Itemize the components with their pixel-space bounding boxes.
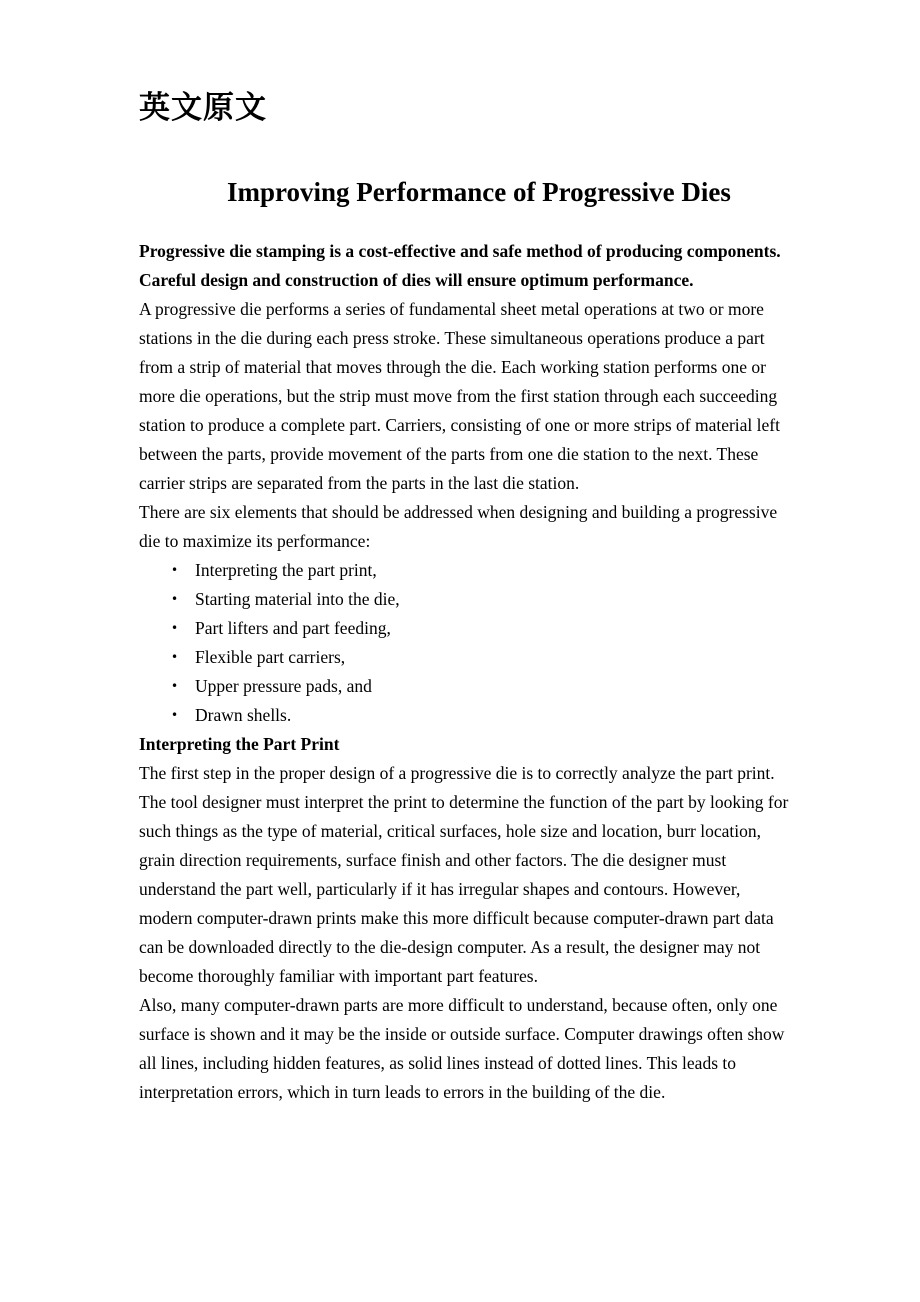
list-item: [139, 585, 789, 614]
intro-paragraph: A progressive die performs a series of fundamental sheet metal operations at two or more stations in the die during each press stroke. These simultaneous operations produce a part from a strip of material that moves through the die. Each working station performs one or more die operations, but the strip must move from the first station through each succeeding station to produce a complete part. Carriers, consisting of one or more strips of material left between the parts, provide movement of the parts from one die station to the next. These carrier strips are separated from the parts in the last die station.: [139, 299, 780, 493]
list-item-text: Starting material into the die,: [195, 589, 400, 609]
bullet-icon: •: [171, 708, 179, 722]
list-item: [139, 672, 789, 701]
list-item-text: Upper pressure pads, and: [195, 676, 372, 696]
list-item-text: Drawn shells.: [195, 705, 292, 725]
section-paragraph: The first step in the proper design of a progressive die is to correctly analyze the part print. The tool designer must interpret the print to determine the function of the part by looking for such things as the type of material, critical surfaces, hole size and location, burr location, grain direction requirements, surface finish and other factors. The die designer must understand the part well, particularly if it has irregular shapes and contours. However, modern computer-drawn prints make this more difficult because computer-drawn part data can be downloaded directly to the die-design computer. As a result, the designer may not become thoroughly familiar with important part features.: [139, 763, 789, 986]
list-item-text: Interpreting the part print,: [195, 560, 377, 580]
list-item: [139, 701, 789, 730]
article-title: Improving Performance of Progressive Dies: [227, 177, 731, 207]
bullet-icon: •: [171, 563, 179, 577]
bullet-icon: •: [171, 621, 179, 635]
section-heading: Interpreting the Part Print: [139, 734, 340, 754]
elements-list: [139, 556, 789, 730]
page-heading: 英文原文: [139, 90, 267, 126]
list-item: [139, 614, 789, 643]
elements-intro-paragraph: There are six elements that should be addressed when designing and building a progressive die to maximize its performance:: [139, 502, 778, 551]
bullet-icon: •: [171, 650, 179, 664]
article-body: [139, 237, 789, 1107]
bullet-icon: •: [171, 592, 179, 606]
section-paragraph: Also, many computer-drawn parts are more difficult to understand, because often, only one surface is shown and it may be the inside or outside surface. Computer drawings often show all lines, including hidden features, as solid lines instead of dotted lines. This leads to interpretation errors, which in turn leads to errors in the building of the die.: [139, 995, 785, 1102]
bullet-icon: •: [171, 679, 179, 693]
list-item-text: Flexible part carriers,: [195, 647, 346, 667]
list-item: [139, 643, 789, 672]
lead-paragraph: Progressive die stamping is a cost-effective and safe method of producing components. Careful design and construction of dies will ensure optimum performance.: [139, 241, 781, 290]
list-item-text: Part lifters and part feeding,: [195, 618, 391, 638]
list-item: [139, 556, 789, 585]
